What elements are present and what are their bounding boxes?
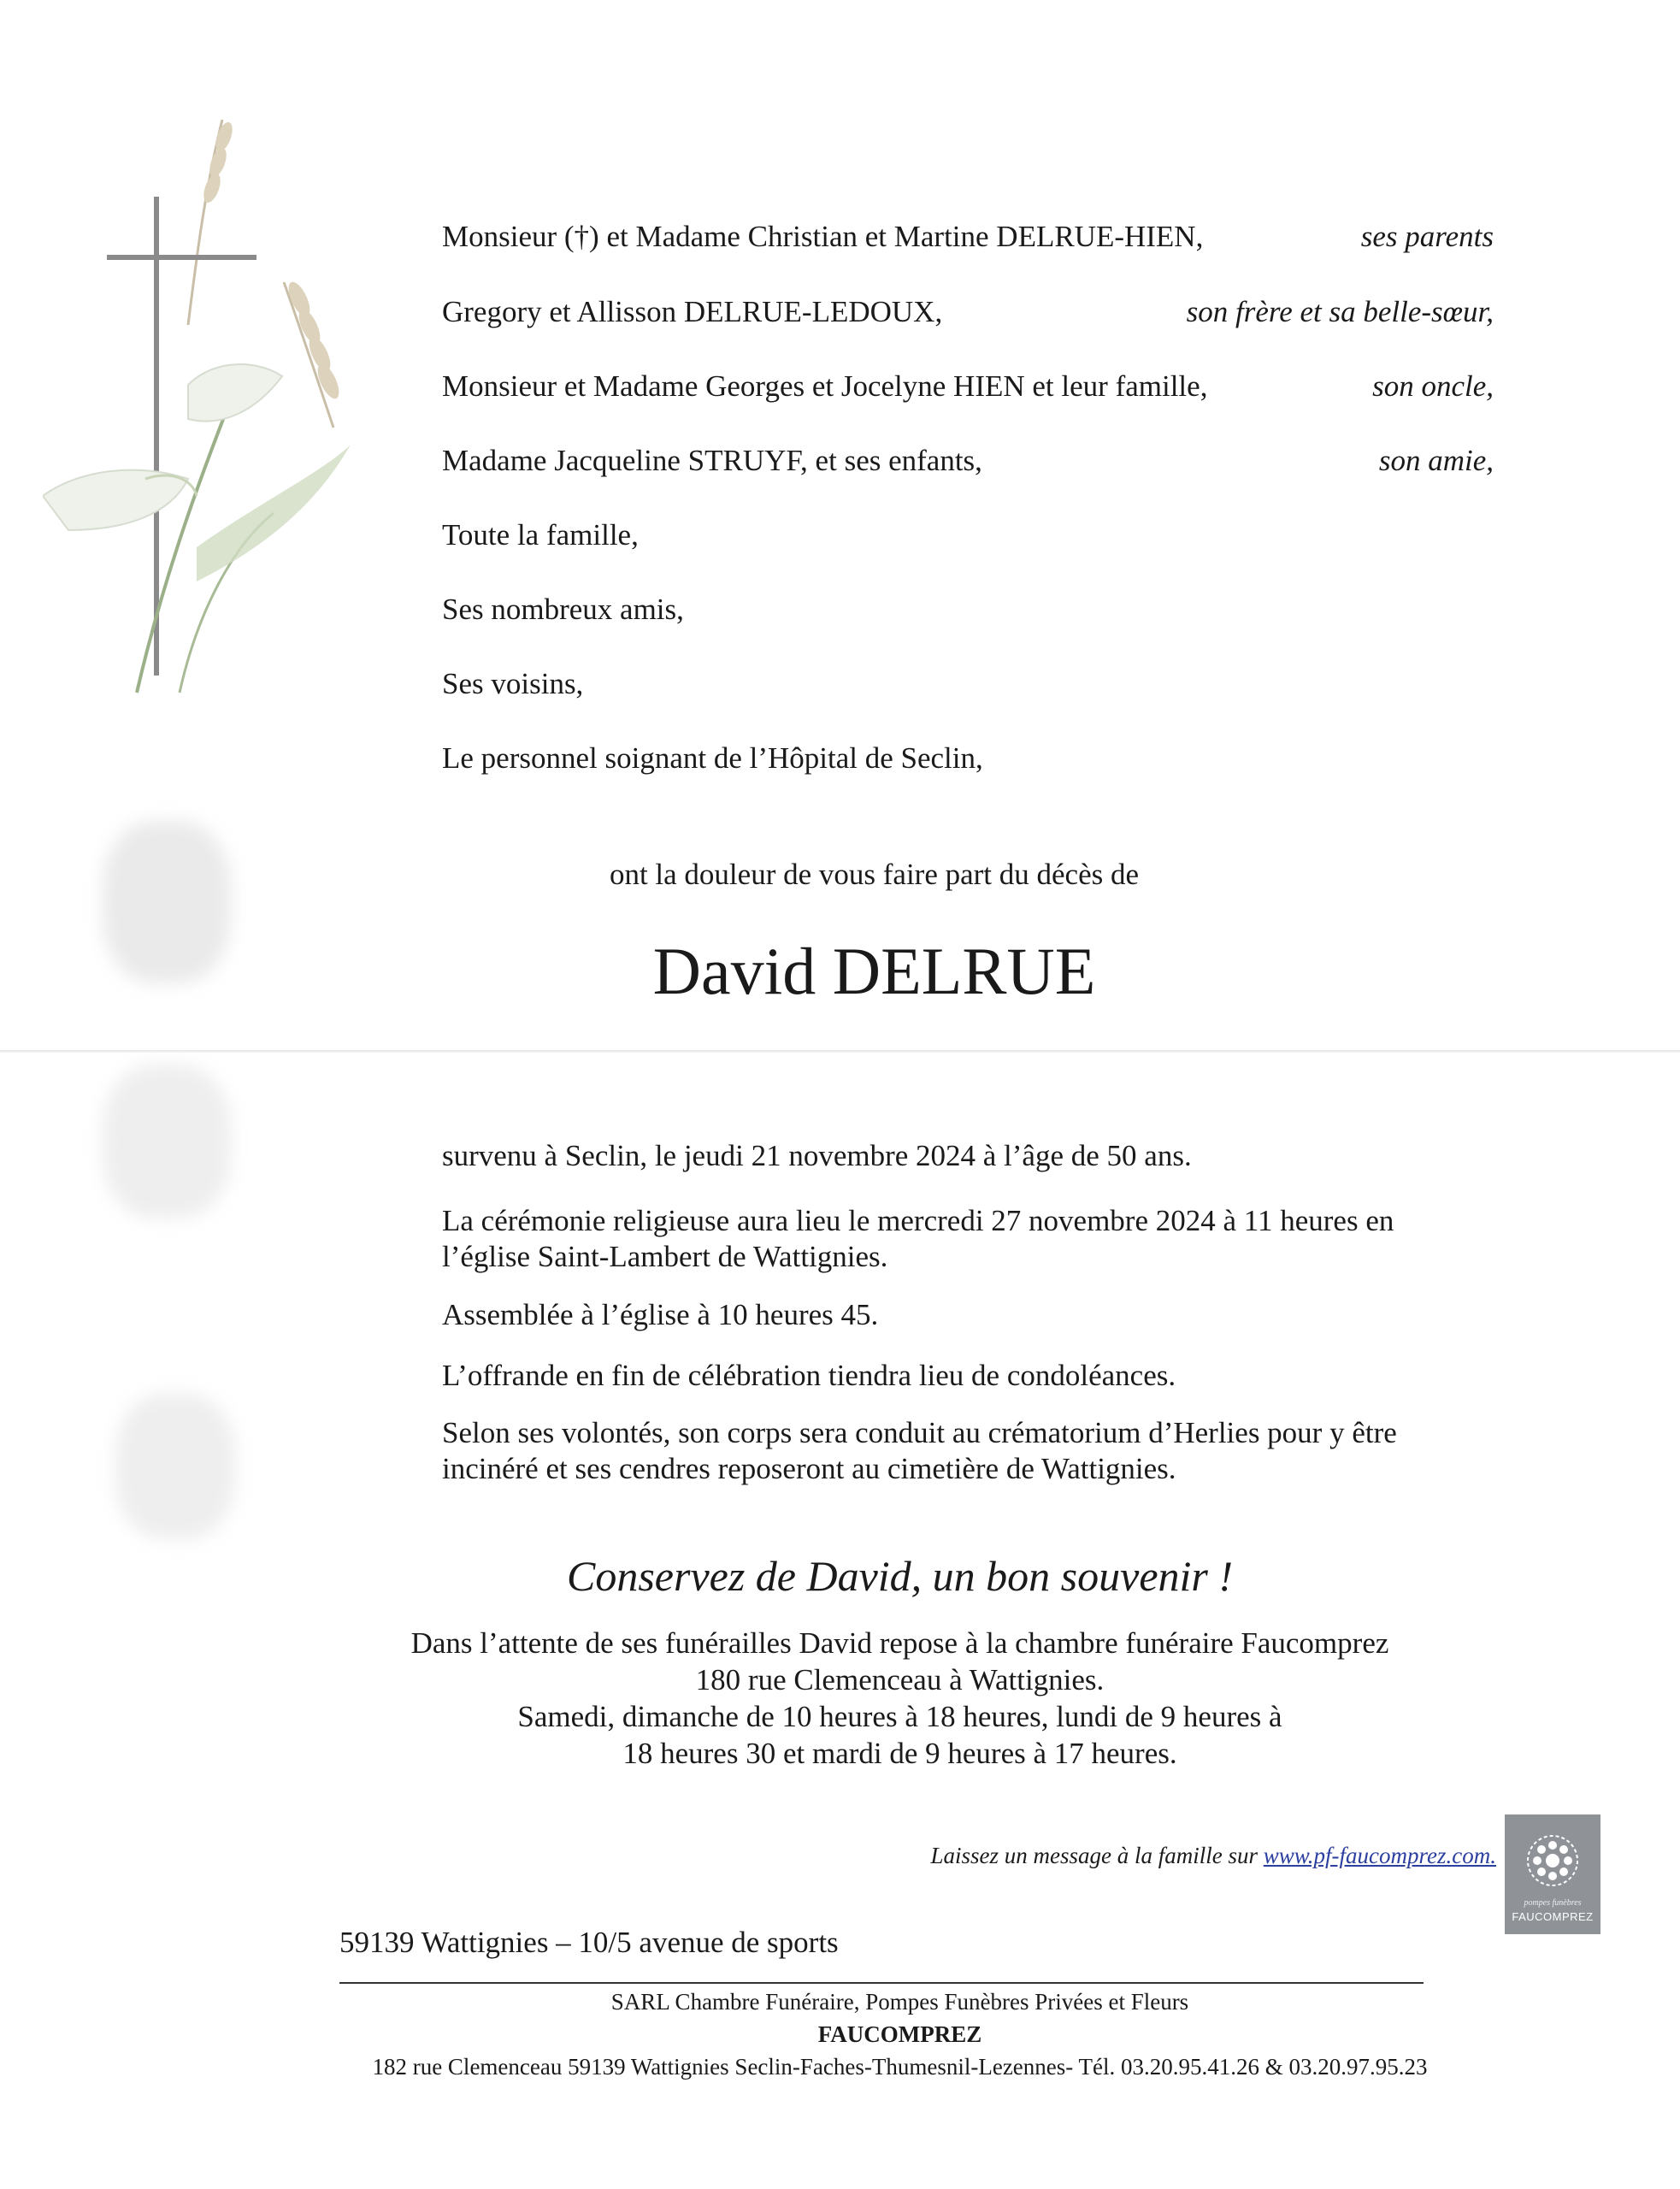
family-line: Toute la famille, bbox=[442, 518, 639, 552]
floral-cross-decoration bbox=[43, 103, 351, 701]
announcement-intro: ont la douleur de vous faire part du décès de bbox=[609, 858, 1140, 891]
relative-row bbox=[442, 291, 1494, 333]
cremation-details bbox=[442, 1415, 1494, 1487]
offering-text: L’offrande en fin de célébration tiendra lieu de condoléances. bbox=[442, 1359, 1176, 1392]
relative-name: Monsieur (†) et Madame Christian et Martine DELRUE-HIEN, bbox=[442, 220, 1204, 253]
relative-role: son oncle, bbox=[1372, 369, 1494, 403]
faucomprez-logo bbox=[1505, 1814, 1600, 1934]
online-message bbox=[931, 1838, 1497, 1873]
cross-icon bbox=[107, 197, 256, 676]
visitation-line: Samedi, dimanche de 10 heures à 18 heures, lundi de 9 heures à bbox=[517, 1700, 1282, 1733]
assembly-details bbox=[442, 1297, 1494, 1333]
friends-line: Ses nombreux amis, bbox=[442, 593, 684, 626]
relative-row bbox=[442, 365, 1494, 408]
memory-phrase: Conservez de David, un bon souvenir ! bbox=[566, 1552, 1234, 1600]
footer-divider bbox=[339, 1982, 1424, 1984]
relative-row bbox=[442, 440, 1494, 482]
footer-brand: FAUCOMPREZ bbox=[817, 2021, 982, 2047]
logo-brand: FAUCOMPREZ bbox=[1512, 1910, 1594, 1923]
relative-name: Gregory et Allisson DELRUE-LEDOUX, bbox=[442, 295, 943, 328]
relative-row bbox=[442, 215, 1494, 258]
visitation-line: Dans l’attente de ses funérailles David repose à la chambre funéraire Faucomprez bbox=[410, 1626, 1389, 1660]
hospital-staff-line: Le personnel soignant de l’Hôpital de Seclin, bbox=[442, 741, 983, 775]
visitation-line: 18 heures 30 et mardi de 9 heures à 17 heures. bbox=[622, 1737, 1177, 1770]
ceremony-line: l’église Saint-Lambert de Wattignies. bbox=[442, 1240, 888, 1273]
funeral-home-footer bbox=[0, 1985, 1680, 2083]
footer-line-1 bbox=[120, 1985, 1680, 2050]
relative-role: ses parents bbox=[1360, 220, 1494, 253]
relative-role: son frère et sa belle-sœur, bbox=[1186, 295, 1494, 328]
relative-role: son amie, bbox=[1378, 444, 1494, 477]
death-text: survenu à Seclin, le jeudi 21 novembre 2024 à l’âge de 50 ans. bbox=[442, 1139, 1192, 1172]
visitation-line: 180 rue Clemenceau à Wattignies. bbox=[695, 1663, 1105, 1696]
cremation-line: incinéré et ses cendres reposeront au cimetière de Wattignies. bbox=[442, 1452, 1176, 1485]
neighbors-line: Ses voisins, bbox=[442, 667, 584, 700]
visitation-info bbox=[0, 1625, 1680, 1772]
background-smudge bbox=[103, 1065, 231, 1218]
logo-tagline: pompes funèbres bbox=[1524, 1898, 1582, 1908]
faucomprez-logo-icon bbox=[1525, 1833, 1580, 1888]
offering-details bbox=[442, 1358, 1494, 1394]
ceremony-line: La cérémonie religieuse aura lieu le mercredi 27 novembre 2024 à 11 heures en bbox=[442, 1204, 1394, 1237]
relative-name: Madame Jacqueline STRUYF, et ses enfants, bbox=[442, 444, 982, 477]
website-link[interactable]: www.pf-faucomprez.com. bbox=[1263, 1843, 1496, 1868]
cremation-line: Selon ses volontés, son corps sera conduit au crématorium d’Herlies pour y être bbox=[442, 1416, 1397, 1449]
message-text: Laissez un message à la famille sur bbox=[930, 1843, 1264, 1868]
ceremony-details bbox=[442, 1203, 1494, 1275]
fold-line bbox=[0, 1050, 1680, 1053]
assembly-text: Assemblée à l’église à 10 heures 45. bbox=[442, 1298, 879, 1331]
deceased-name: David DELRUE bbox=[652, 934, 1096, 1008]
footer-line-2: 182 rue Clemenceau 59139 Wattignies Seclin-Faches-Thumesnil-Lezennes- Tél. 03.20.95.41.26 & 03.20.97.95.23 bbox=[372, 2054, 1428, 2080]
calla-lily-icon bbox=[43, 364, 351, 693]
relative-name: Monsieur et Madame Georges et Jocelyne HIEN et leur famille, bbox=[442, 369, 1208, 403]
background-smudge bbox=[115, 1394, 235, 1539]
footer-company: SARL Chambre Funéraire, Pompes Funèbres Privées et Fleurs bbox=[610, 1989, 1189, 2015]
death-details bbox=[442, 1138, 1494, 1174]
family-address: 59139 Wattignies – 10/5 avenue de sports bbox=[339, 1926, 839, 1959]
